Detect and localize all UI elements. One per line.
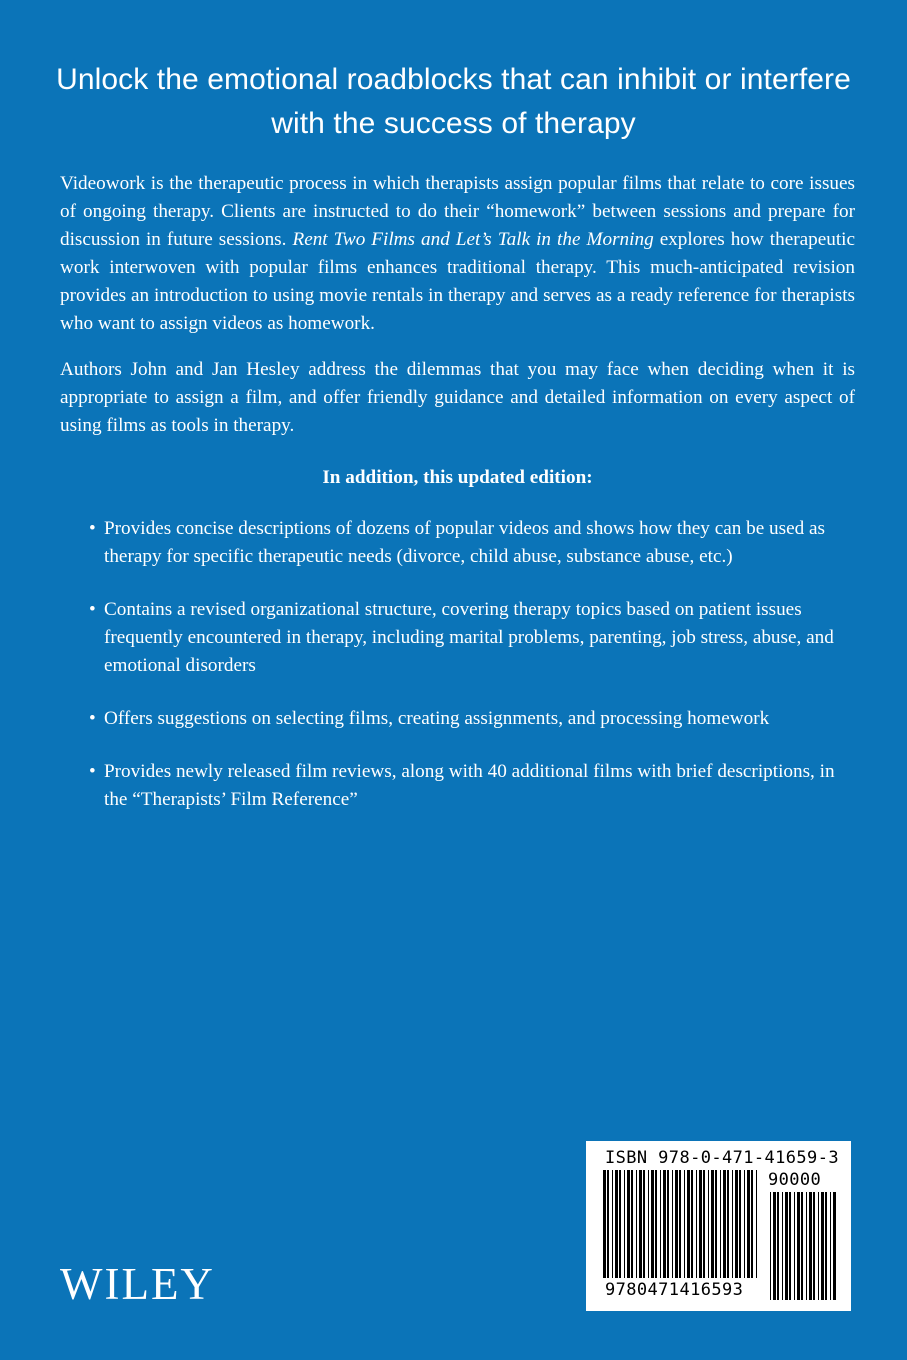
barcode-bar (825, 1192, 827, 1300)
barcode-bar (708, 1170, 709, 1278)
barcode-bar (806, 1192, 807, 1300)
barcode-bar (619, 1170, 621, 1278)
barcode-bar (720, 1170, 721, 1278)
barcode-bar (607, 1170, 609, 1278)
barcode-bar (773, 1192, 776, 1300)
barcode-bar (655, 1170, 657, 1278)
barcode-bar (639, 1170, 642, 1278)
barcode-bar (777, 1192, 779, 1300)
barcode-bar (687, 1170, 690, 1278)
barcode-bar (663, 1170, 666, 1278)
barcode-bar (785, 1192, 788, 1300)
barcode-bar (821, 1192, 824, 1300)
bullet-icon: • (89, 761, 96, 782)
barcode-bar (651, 1170, 654, 1278)
publisher-logo: WILEY (60, 1259, 215, 1309)
bullet-icon: • (89, 518, 96, 539)
barcode-bar (809, 1192, 812, 1300)
barcode-bar (627, 1170, 630, 1278)
barcode-bar (801, 1192, 803, 1300)
barcode-bar (830, 1192, 831, 1300)
barcode-bar (667, 1170, 669, 1278)
barcode-bar (691, 1170, 693, 1278)
barcode-bar (643, 1170, 645, 1278)
list-item-text: Provides concise descriptions of dozens of popular videos and shows how they can be used as therapy for specific therapeutic needs (divorce, child abuse, substance abuse, etc.) (104, 518, 825, 567)
barcode-bar (732, 1170, 733, 1278)
barcode-bar (833, 1192, 836, 1300)
bullet-icon: • (89, 599, 96, 620)
ean-barcode-bars (603, 1170, 757, 1278)
ean-number: 9780471416593 (605, 1280, 744, 1300)
barcode-bar (703, 1170, 705, 1278)
barcode-bar (699, 1170, 702, 1278)
list-item-text: Contains a revised organizational structure, covering therapy topics based on patient issues frequently encountered in therapy, including marital problems, parenting, job stress, abuse, and emotional disorders (104, 599, 834, 676)
barcode-bar (679, 1170, 681, 1278)
barcode-bar (756, 1170, 757, 1278)
barcode-bar (696, 1170, 697, 1278)
addon-barcode-bars (770, 1192, 836, 1300)
headline-line-1: Unlock the emotional roadblocks that can inhibit or interfere (56, 63, 851, 96)
barcode-bar (735, 1170, 738, 1278)
barcode-bar (782, 1192, 783, 1300)
barcode-bar (660, 1170, 661, 1278)
list-item-text: Offers suggestions on selecting films, creating assignments, and processing homework (104, 708, 770, 729)
barcode-bar (603, 1170, 606, 1278)
addon-code: 90000 (768, 1170, 822, 1190)
barcode-bar (739, 1170, 741, 1278)
bullet-icon: • (89, 708, 96, 729)
book-title-italic: Rent Two Films and Let’s Talk in the Morning (292, 229, 654, 250)
barcode-bar (813, 1192, 815, 1300)
barcode-bar (648, 1170, 649, 1278)
barcode-bar (711, 1170, 714, 1278)
barcode-bar (751, 1170, 753, 1278)
barcode-bar (631, 1170, 633, 1278)
list-item-text: Provides newly released film reviews, along with 40 additional films with brief descriptions, in the “Therapists’ Film Reference” (104, 761, 835, 810)
barcode-bar (715, 1170, 717, 1278)
barcode-bar (684, 1170, 685, 1278)
barcode-bar (624, 1170, 625, 1278)
barcode-bar (672, 1170, 673, 1278)
barcode-bar (797, 1192, 800, 1300)
barcode-bar (615, 1170, 618, 1278)
barcode-bar (723, 1170, 726, 1278)
barcode-bar (675, 1170, 678, 1278)
barcode-bar (744, 1170, 745, 1278)
barcode-bar (789, 1192, 791, 1300)
intro-text-part-2: explores how therapeutic work interwoven with popular films enhances traditional therapy. This much-anticipated revision provides an introduction to using movie rentals in therapy and serves as a ready reference for therapists who want to assign videos as homework. (60, 229, 855, 334)
addition-heading: In addition, this updated edition: (322, 467, 593, 488)
authors-text: Authors John and Jan Hesley address the dilemmas that you may face when deciding when it is appropriate to assign a film, and offer friendly guidance and detailed information on every aspect of using films as tools in therapy. (60, 359, 855, 436)
barcode-bar (747, 1170, 750, 1278)
barcode-bar (818, 1192, 819, 1300)
barcode-bar (612, 1170, 613, 1278)
barcode-bar (727, 1170, 729, 1278)
barcode-bar (794, 1192, 795, 1300)
headline-line-2: with the success of therapy (271, 107, 636, 140)
barcode-bar (770, 1192, 771, 1300)
intro-text-part-1: Videowork is the therapeutic process in which therapists assign popular films that relate to core issues of ongoing therapy. Clients are instructed to do their “homework” between sessions and prepare for discussion in future sessions. (60, 173, 855, 250)
barcode-bar (636, 1170, 637, 1278)
isbn-label: ISBN 978-0-471-41659-3 (605, 1148, 839, 1168)
